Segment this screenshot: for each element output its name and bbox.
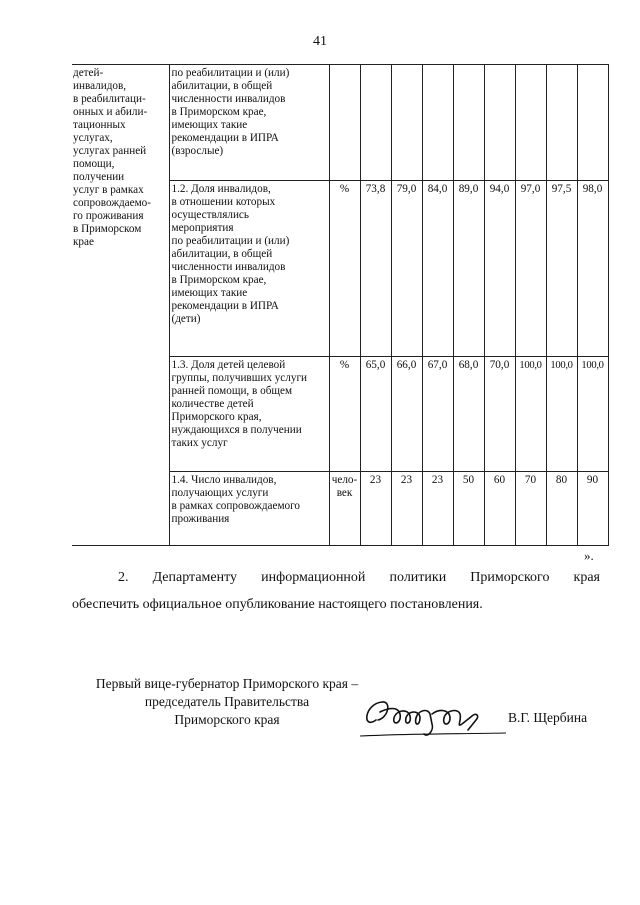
indicator-value: 65,0 bbox=[360, 357, 391, 472]
indicator-group-label: детей- инвалидов, в реабилитаци- онных и абили- тационных услугах, услугах ранней помощи, получении услуг в рамках сопровождаемо- го проживания в Приморском крае bbox=[73, 67, 152, 248]
table-body bbox=[72, 65, 608, 546]
indicator-value: 23 bbox=[422, 472, 453, 546]
table-row bbox=[72, 65, 608, 181]
indicator-value: 97,0 bbox=[515, 181, 546, 357]
indicator-unit: чело- век bbox=[329, 472, 360, 546]
indicator-value: 60 bbox=[484, 472, 515, 546]
indicator-unit: % bbox=[329, 181, 360, 357]
indicator-group-cell bbox=[72, 65, 169, 546]
indicator-value: 66,0 bbox=[391, 357, 422, 472]
indicator-value bbox=[360, 65, 391, 181]
indicator-value: 23 bbox=[360, 472, 391, 546]
indicator-description: 1.2. Доля инвалидов, в отношении которых осуществлялись мероприятия по реабилитации и (или) абилитации, в общей численности инвалидов в Приморском крае, имеющих такие рекомендации в ИПРА (дети) bbox=[171, 183, 290, 325]
indicator-value bbox=[422, 65, 453, 181]
indicator-value: 79,0 bbox=[391, 181, 422, 357]
indicator-value bbox=[484, 65, 515, 181]
indicator-value: 100,0 bbox=[546, 357, 577, 472]
indicator-value: 70 bbox=[515, 472, 546, 546]
indicator-value bbox=[577, 65, 608, 181]
indicators-table bbox=[72, 64, 609, 546]
indicator-value: 100,0 bbox=[577, 357, 608, 472]
indicator-description-cell bbox=[169, 65, 329, 181]
indicator-value: 90 bbox=[577, 472, 608, 546]
indicator-value: 70,0 bbox=[484, 357, 515, 472]
closing-quote: ». bbox=[584, 548, 594, 563]
indicator-value bbox=[453, 65, 484, 181]
signatory-name: В.Г. Щербина bbox=[508, 710, 588, 725]
indicator-value bbox=[515, 65, 546, 181]
indicator-description: по реабилитации и (или) абилитации, в общей численности инвалидов в Приморском крае, имеющих такие рекомендации в ИПРА (взрослые) bbox=[171, 67, 290, 157]
indicator-unit bbox=[329, 65, 360, 181]
indicator-value: 23 bbox=[391, 472, 422, 546]
indicator-description-cell bbox=[169, 472, 329, 546]
indicator-value: 94,0 bbox=[484, 181, 515, 357]
indicator-value: 98,0 bbox=[577, 181, 608, 357]
indicator-unit: % bbox=[329, 357, 360, 472]
indicator-value bbox=[391, 65, 422, 181]
indicator-description-cell bbox=[169, 181, 329, 357]
indicator-description: 1.4. Число инвалидов, получающих услуги в рамках сопровождаемого проживания bbox=[171, 474, 301, 525]
indicator-description: 1.3. Доля детей целевой группы, получивших услуги ранней помощи, в общем количестве детей Приморского края, нуждающихся в получении таких услуг bbox=[171, 359, 308, 449]
indicator-value: 67,0 bbox=[422, 357, 453, 472]
indicator-value: 80 bbox=[546, 472, 577, 546]
indicator-description-cell bbox=[169, 357, 329, 472]
signatory-title: Первый вице-губернатор Приморского края – председатель Правительства Приморского края bbox=[95, 676, 359, 727]
indicator-value bbox=[546, 65, 577, 181]
paragraph-2-line-2: обеспечить официальное опубликование настоящего постановления. bbox=[72, 597, 483, 612]
indicator-value: 100,0 bbox=[515, 357, 546, 472]
indicator-value: 50 bbox=[453, 472, 484, 546]
indicator-value: 89,0 bbox=[453, 181, 484, 357]
page-number: 41 bbox=[313, 34, 327, 49]
indicator-value: 84,0 bbox=[422, 181, 453, 357]
handwritten-signature bbox=[358, 690, 508, 742]
indicator-value: 73,8 bbox=[360, 181, 391, 357]
indicator-value: 97,5 bbox=[546, 181, 577, 357]
indicator-value: 68,0 bbox=[453, 357, 484, 472]
paragraph-2-line-1: 2. Департаменту информационной политики Приморского края bbox=[118, 570, 600, 585]
